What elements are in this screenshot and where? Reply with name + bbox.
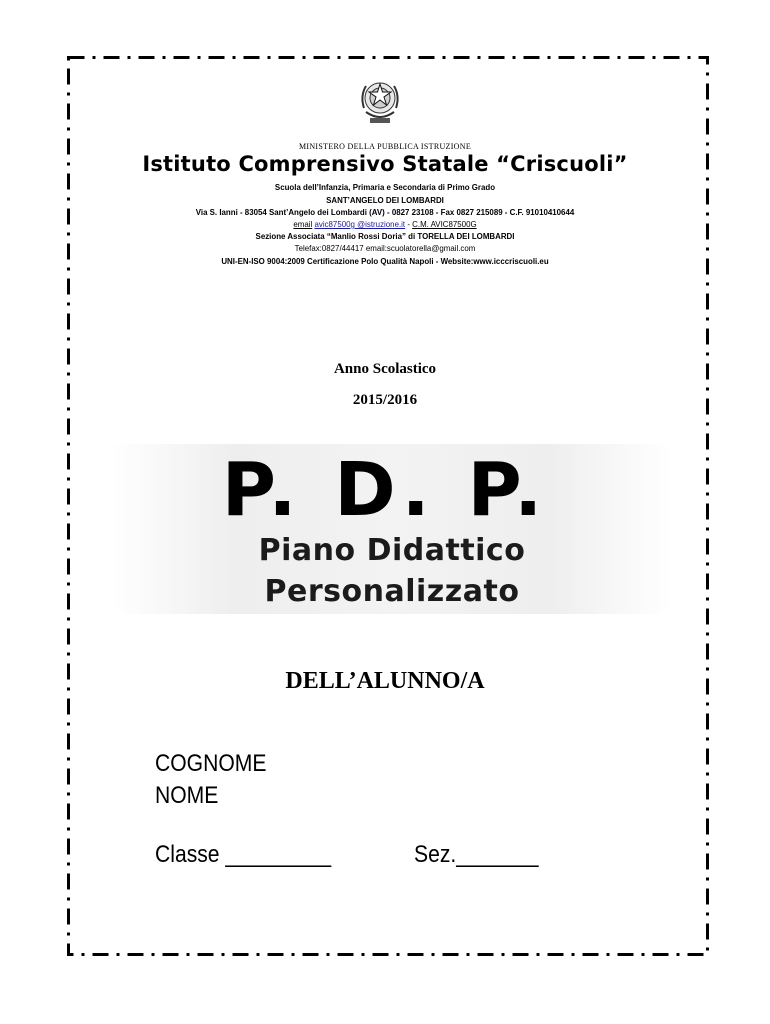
cognome-field: COGNOME <box>155 750 267 777</box>
sezione-associata: Sezione Associata “Manlio Rossi Doria” di TORELLA DEI LOMBARDI <box>255 231 515 241</box>
ministero-label: MINISTERO DELLA PUBBLICA ISTRUZIONE <box>298 142 472 151</box>
pdp-acronym: P. D. P. <box>221 447 549 533</box>
email-prefix: email <box>293 219 313 229</box>
email-link[interactable]: avic87500g @istruzione.it <box>314 219 406 229</box>
cm-separator: - <box>405 219 413 229</box>
pdp-title-line2: Personalizzato <box>264 574 520 609</box>
alunno-heading: DELL’ALUNNO/A <box>285 668 485 694</box>
email-line <box>31 219 739 229</box>
sez-field: Sez._______ <box>414 841 539 868</box>
anno-scolastico-value: 2015/2016 <box>352 392 418 408</box>
school-address: Via S. Ianni - 83054 Sant’Angelo dei Lombardi (AV) - 0827 23108 - Fax 0827 215089 - C.F. 91010410644 <box>195 207 575 217</box>
school-city: SANT’ANGELO DEI LOMBARDI <box>326 195 444 205</box>
telefax-line: Telefax:0827/44417 email:scuolatorella@gmail.com <box>294 243 476 253</box>
cm-code: C.M. AVIC87500G <box>412 219 477 229</box>
nome-field: NOME <box>155 782 219 809</box>
school-levels: Scuola dell’Infanzia, Primaria e Secondaria di Primo Grado <box>274 182 496 192</box>
pdp-title-line1: Piano Didattico <box>258 533 526 568</box>
anno-scolastico-label: Anno Scolastico <box>333 361 437 377</box>
certification-line: UNI-EN-ISO 9004:2009 Certificazione Polo Qualità Napoli - Website:www.icccriscuoli.eu <box>221 256 549 266</box>
school-name: Istituto Comprensivo Statale “Criscuoli” <box>142 152 628 176</box>
classe-field: Classe _________ <box>155 841 332 868</box>
emblem-icon <box>358 74 402 128</box>
